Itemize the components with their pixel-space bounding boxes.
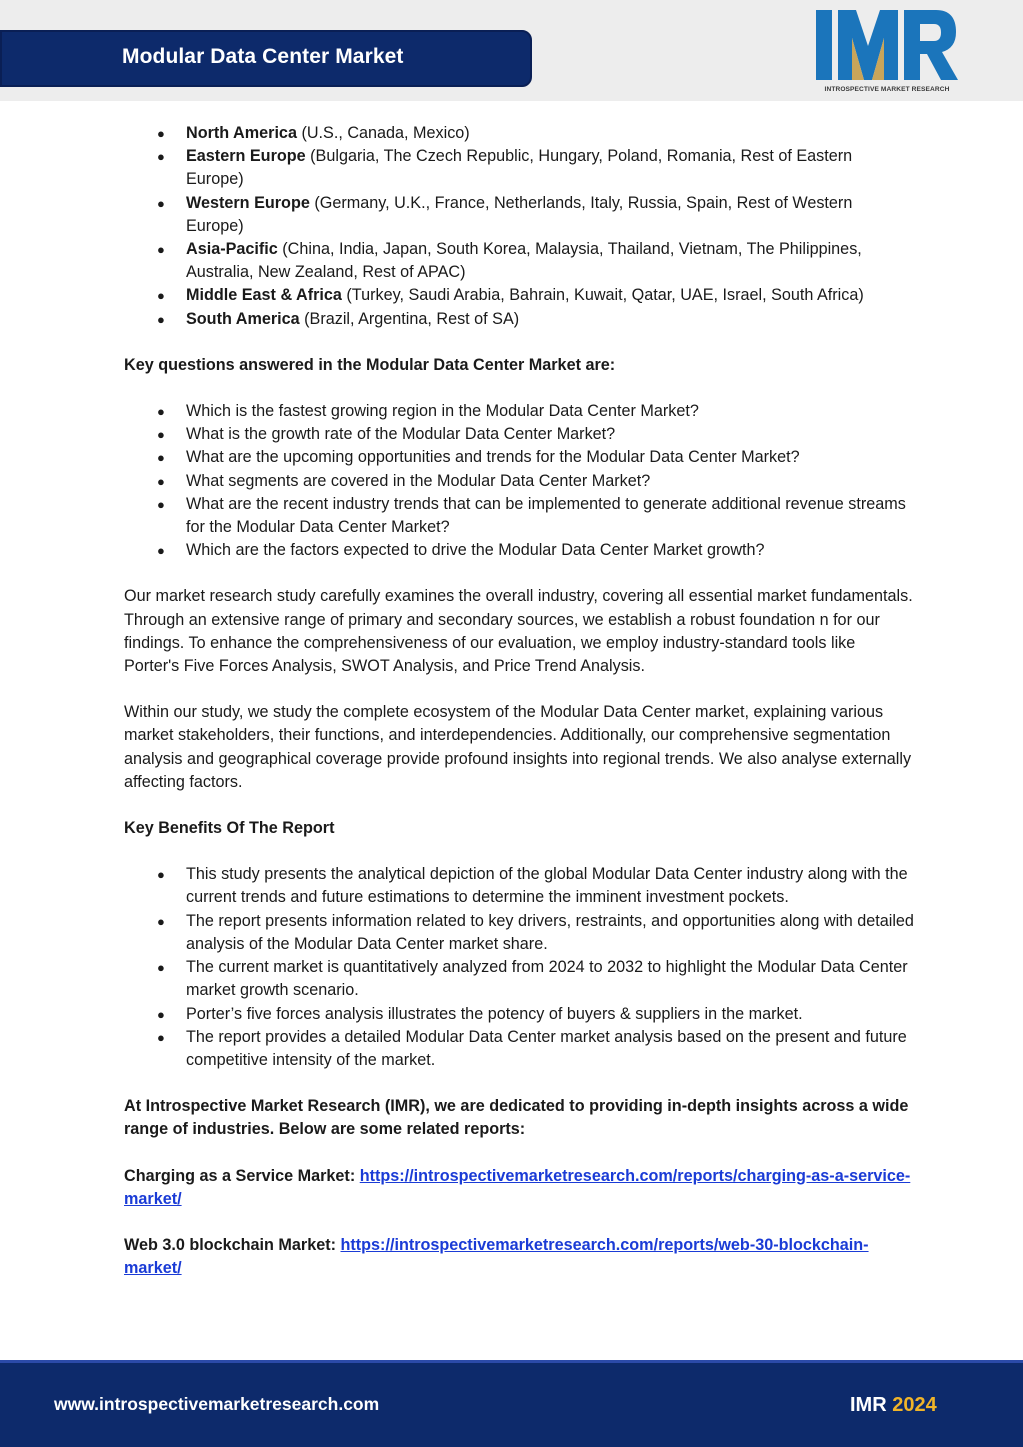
bullet-icon: ● xyxy=(157,867,165,883)
bullet-icon: ● xyxy=(157,496,165,512)
benefit-text: The current market is quantitatively analyzed from 2024 to 2032 to highlight the Modular Data Center market growth scenario. xyxy=(186,958,908,1000)
bullet-icon: ● xyxy=(157,1029,165,1045)
bullet-icon: ● xyxy=(157,195,165,211)
title-banner xyxy=(0,30,532,87)
benefit-item xyxy=(124,1003,914,1026)
region-name: Middle East & Africa xyxy=(186,286,342,305)
imr-logo-mark xyxy=(814,8,960,86)
benefit-text: The report presents information related to key drivers, restraints, and opportunities along with detailed analysis of the Modular Data Center market share. xyxy=(186,911,914,953)
region-detail: (Brazil, Argentina, Rest of SA) xyxy=(299,309,520,328)
region-item xyxy=(124,145,914,191)
bullet-icon: ● xyxy=(157,913,165,929)
bullet-icon: ● xyxy=(157,450,165,466)
region-item xyxy=(124,308,914,331)
region-name: Western Europe xyxy=(186,193,310,212)
region-name: Asia-Pacific xyxy=(186,240,278,259)
related-report-label: Web 3.0 blockchain Market: xyxy=(124,1235,341,1254)
region-name: Eastern Europe xyxy=(186,147,306,166)
bullet-icon: ● xyxy=(157,149,165,165)
key-benefits-list xyxy=(124,863,914,1072)
region-detail: (Germany, U.K., France, Netherlands, Italy, Russia, Spain, Rest of Western Europe) xyxy=(186,193,853,235)
related-report-label: Charging as a Service Market: xyxy=(124,1166,360,1185)
bullet-icon: ● xyxy=(157,960,165,976)
region-item xyxy=(124,122,914,145)
region-item xyxy=(124,238,914,284)
question-item xyxy=(124,423,914,446)
document-body xyxy=(124,122,914,1280)
question-item xyxy=(124,400,914,423)
benefit-text: Porter’s five forces analysis illustrates the potency of buyers & suppliers in the market. xyxy=(186,1004,803,1023)
related-report-2 xyxy=(124,1234,914,1280)
question-item xyxy=(124,446,914,469)
question-text: Which are the factors expected to drive the Modular Data Center Market growth? xyxy=(186,541,765,560)
region-detail: (China, India, Japan, South Korea, Malaysia, Thailand, Vietnam, The Philippines, Australia, New Zealand, Rest of APAC) xyxy=(186,240,862,282)
question-item xyxy=(124,470,914,493)
question-text: What segments are covered in the Modular Data Center Market? xyxy=(186,471,651,490)
bullet-icon: ● xyxy=(157,126,165,141)
related-report-link[interactable]: https://introspectivemarketresearch.com/reports/charging-as-a-service-market/ xyxy=(124,1166,911,1208)
region-detail: (Bulgaria, The Czech Republic, Hungary, Poland, Romania, Rest of Eastern Europe) xyxy=(186,147,853,189)
ecosystem-paragraph: Within our study, we study the complete ecosystem of the Modular Data Center market, explaining various market stakeholders, their functions, and interdependencies. Additionally, our comprehensive segmentation analysis and geographical coverage provide profound insights into regional trends. We also analyse externally affecting factors. xyxy=(124,703,912,791)
bullet-icon: ● xyxy=(157,311,165,327)
bullet-icon: ● xyxy=(157,288,165,304)
question-text: What are the upcoming opportunities and trends for the Modular Data Center Market? xyxy=(186,448,800,467)
footer-brand-name: IMR xyxy=(850,1394,887,1416)
bullet-icon: ● xyxy=(157,404,165,420)
question-text: Which is the fastest growing region in the Modular Data Center Market? xyxy=(186,402,699,421)
region-item xyxy=(124,284,914,307)
footer-brand xyxy=(850,1394,937,1417)
key-benefits-heading: Key Benefits Of The Report xyxy=(124,819,335,838)
benefit-item xyxy=(124,1026,914,1072)
related-report-link[interactable]: https://introspectivemarketresearch.com/reports/web-30-blockchain-market/ xyxy=(124,1235,869,1278)
footer-website[interactable]: www.introspectivemarketresearch.com xyxy=(54,1394,380,1414)
question-text: What is the growth rate of the Modular Data Center Market? xyxy=(186,425,616,444)
region-detail: (U.S., Canada, Mexico) xyxy=(296,124,470,142)
related-reports-intro: At Introspective Market Research (IMR), we are dedicated to providing in-depth insights across a wide range of industries. Below are some related reports: xyxy=(124,1097,909,1139)
benefit-text: The report provides a detailed Modular Data Center market analysis based on the present and future competitive intensity of the market. xyxy=(186,1027,907,1069)
region-list xyxy=(124,122,914,331)
research-paragraph: Our market research study carefully examines the overall industry, covering all essential market fundamentals. Through an extensive range of primary and secondary sources, we establish a robust foundation n for our findings. To enhance the comprehensiveness of our evaluation, we employ industry-standard tools like Porter's Five Forces Analysis, SWOT Analysis, and Price Trend Analysis. xyxy=(124,587,913,676)
benefit-item xyxy=(124,863,914,909)
key-questions-heading: Key questions answered in the Modular Data Center Market are: xyxy=(124,355,616,374)
region-name: South America xyxy=(186,309,300,328)
page-footer xyxy=(0,1360,1023,1447)
imr-logo xyxy=(814,8,960,96)
key-questions-list xyxy=(124,400,914,562)
bullet-icon: ● xyxy=(157,1006,165,1022)
related-report-1 xyxy=(124,1165,914,1211)
benefit-text: This study presents the analytical depiction of the global Modular Data Center industry along with the current trends and future estimations to determine the imminent investment pockets. xyxy=(186,865,908,907)
footer-year: 2024 xyxy=(892,1394,937,1416)
bullet-icon: ● xyxy=(157,242,165,258)
logo-caption: INTROSPECTIVE MARKET RESEARCH xyxy=(824,86,950,93)
bullet-icon: ● xyxy=(157,427,165,443)
page-title: Modular Data Center Market xyxy=(122,45,404,68)
bullet-icon: ● xyxy=(157,473,165,489)
region-detail: (Turkey, Saudi Arabia, Bahrain, Kuwait, Qatar, UAE, Israel, South Africa) xyxy=(341,286,864,305)
question-item xyxy=(124,493,914,539)
benefit-item xyxy=(124,956,914,1002)
region-name: North America xyxy=(186,124,297,142)
question-text: What are the recent industry trends that can be implemented to generate additional revenue streams for the Modular Data Center Market? xyxy=(186,494,906,537)
benefit-item xyxy=(124,910,914,956)
question-item xyxy=(124,539,914,562)
bullet-icon: ● xyxy=(157,543,165,559)
region-item xyxy=(124,192,914,238)
